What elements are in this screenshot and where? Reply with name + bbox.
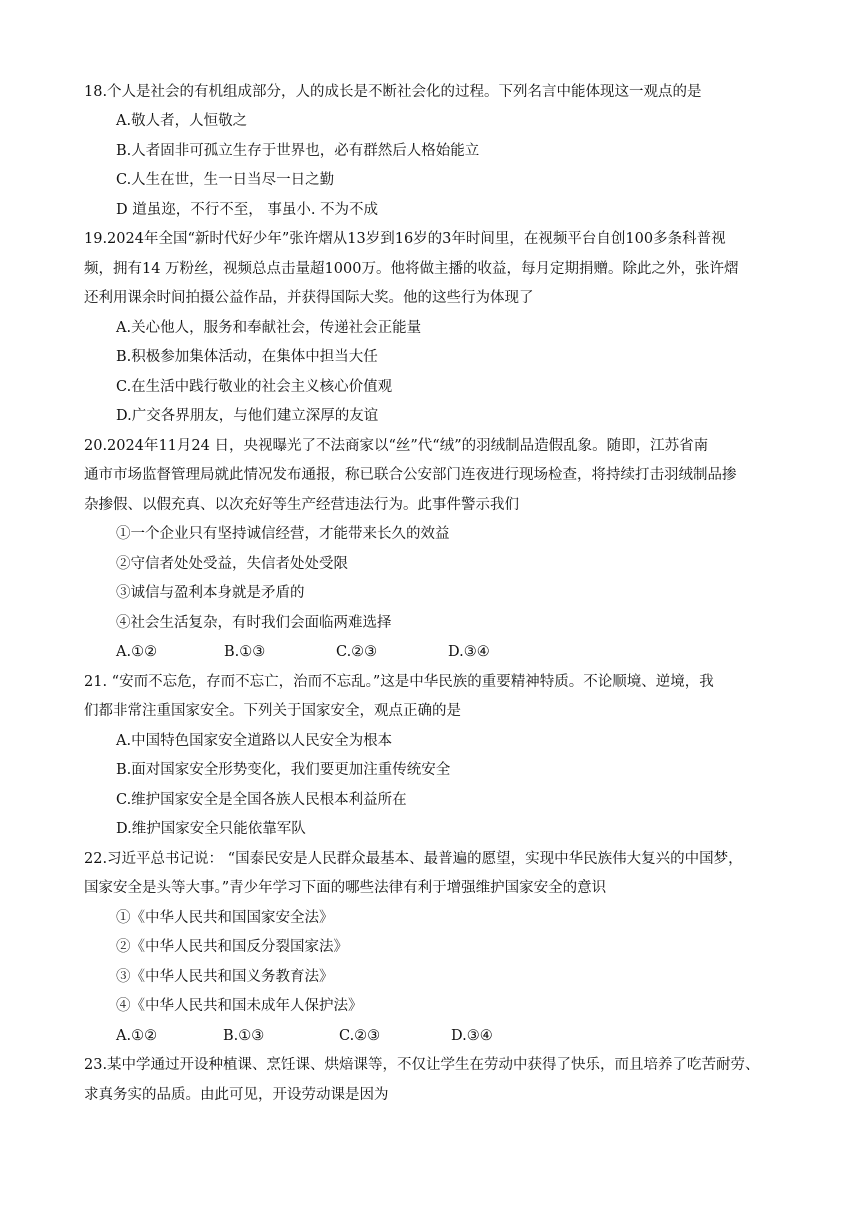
question-21-option-a: A.中国特色国家安全道路以人民安全为根本 [116, 733, 393, 749]
question-23-stem-line-2: 求真务实的品质。由此可见，开设劳动课是因为 [84, 1087, 389, 1103]
question-22-stem-line-1: 22.习近平总书记说： “国泰民安是人民群众最基本、最普遍的愿望，实现中华民族伟大复兴的中国梦， [84, 851, 743, 867]
question-22-statement-1: ①《中华人民共和国国家安全法》 [116, 910, 334, 926]
question-19-stem-line-2: 频，拥有14 万粉丝，视频总点击量超1000万。他将做主播的收益，每月定期捐赠。除此之外，张许熠 [84, 261, 739, 277]
question-20-statement-2: ②守信者处处受益，失信者处处受限 [116, 556, 348, 572]
question-20-stem-line-1: 20.2024年11月24 日，央视曝光了不法商家以“丝”代“绒”的羽绒制品造假乱象。随即，江苏省南 [84, 438, 709, 454]
question-22-choice-b: B.①③ [223, 1028, 265, 1044]
question-18-option-a: A.敬人者，人恒敬之 [116, 113, 248, 129]
question-20-choice-c: C.②③ [336, 644, 378, 660]
question-22-statement-2: ②《中华人民共和国反分裂国家法》 [116, 939, 348, 955]
question-18-option-d: D 道虽迩，不行不至， 事虽小. 不为不成 [116, 202, 379, 218]
question-21-stem-line-2: 们都非常注重国家安全。下列关于国家安全，观点正确的是 [84, 703, 461, 719]
question-20-choice-a: A.①② [116, 644, 158, 660]
question-22-choice-a: A.①② [116, 1028, 158, 1044]
question-22-stem-line-2: 国家安全是头等大事。”青少年学习下面的哪些法律有利于增强维护国家安全的意识 [84, 880, 607, 896]
question-20-choice-d: D.③④ [448, 644, 490, 660]
question-18-stem: 18.个人是社会的有机组成部分，人的成长是不断社会化的过程。下列名言中能体现这一观点的是 [84, 84, 702, 100]
question-19-option-b: B.积极参加集体活动，在集体中担当大任 [116, 349, 378, 365]
question-19-stem-line-1: 19.2024年全国“新时代好少年”张许熠从13岁到16岁的3年时间里，在视频平台自创100多条科普视 [84, 231, 726, 247]
question-22-choice-d: D.③④ [451, 1028, 493, 1044]
question-20-choice-b: B.①③ [224, 644, 266, 660]
question-20-statement-3: ③诚信与盈利本身就是矛盾的 [116, 585, 305, 601]
question-18-option-b: B.人者固非可孤立生存于世界也，必有群然后人格始能立 [116, 143, 480, 159]
question-20-choices [116, 642, 528, 662]
question-22-choices [116, 1026, 531, 1046]
question-22-choice-c: C.②③ [339, 1028, 381, 1044]
question-18-option-c: C.人生在世，生一日当尽一日之勤 [116, 172, 335, 188]
question-19-stem-line-3: 还利用课余时间拍摄公益作品，并获得国际大奖。他的这些行为体现了 [84, 290, 534, 306]
question-21-option-c: C.维护国家安全是全国各族人民根本利益所在 [116, 792, 407, 808]
question-21-option-b: B.面对国家安全形势变化，我们要更加注重传统安全 [116, 762, 451, 778]
question-20-stem-line-2: 通市市场监督管理局就此情况发布通报，称已联合公安部门连夜进行现场检查，将持续打击羽绒制品掺 [84, 467, 737, 483]
question-19-option-c: C.在生活中践行敬业的社会主义核心价值观 [116, 379, 393, 395]
question-20-statement-4: ④社会生活复杂，有时我们会面临两难选择 [116, 615, 392, 631]
question-22-statement-4: ④《中华人民共和国未成年人保护法》 [116, 998, 363, 1014]
question-22-statement-3: ③《中华人民共和国义务教育法》 [116, 969, 334, 985]
question-19-option-d: D.广交各界朋友，与他们建立深厚的友谊 [116, 408, 379, 424]
question-21-option-d: D.维护国家安全只能依靠军队 [116, 821, 306, 837]
question-23-stem-line-1: 23.某中学通过开设种植课、烹饪课、烘焙课等，不仅让学生在劳动中获得了快乐，而且培养了吃苦耐劳、 [84, 1057, 760, 1073]
question-20-stem-line-3: 杂掺假、以假充真、以次充好等生产经营违法行为。此事件警示我们 [84, 497, 519, 513]
question-20-statement-1: ①一个企业只有坚持诚信经营，才能带来长久的效益 [116, 526, 450, 542]
question-19-option-a: A.关心他人，服务和奉献社会，传递社会正能量 [116, 320, 422, 336]
question-21-stem-line-1: 21. “安而不忘危，存而不忘亡，治而不忘乱。”这是中华民族的重要精神特质。不论顺境、逆境，我 [84, 674, 714, 690]
